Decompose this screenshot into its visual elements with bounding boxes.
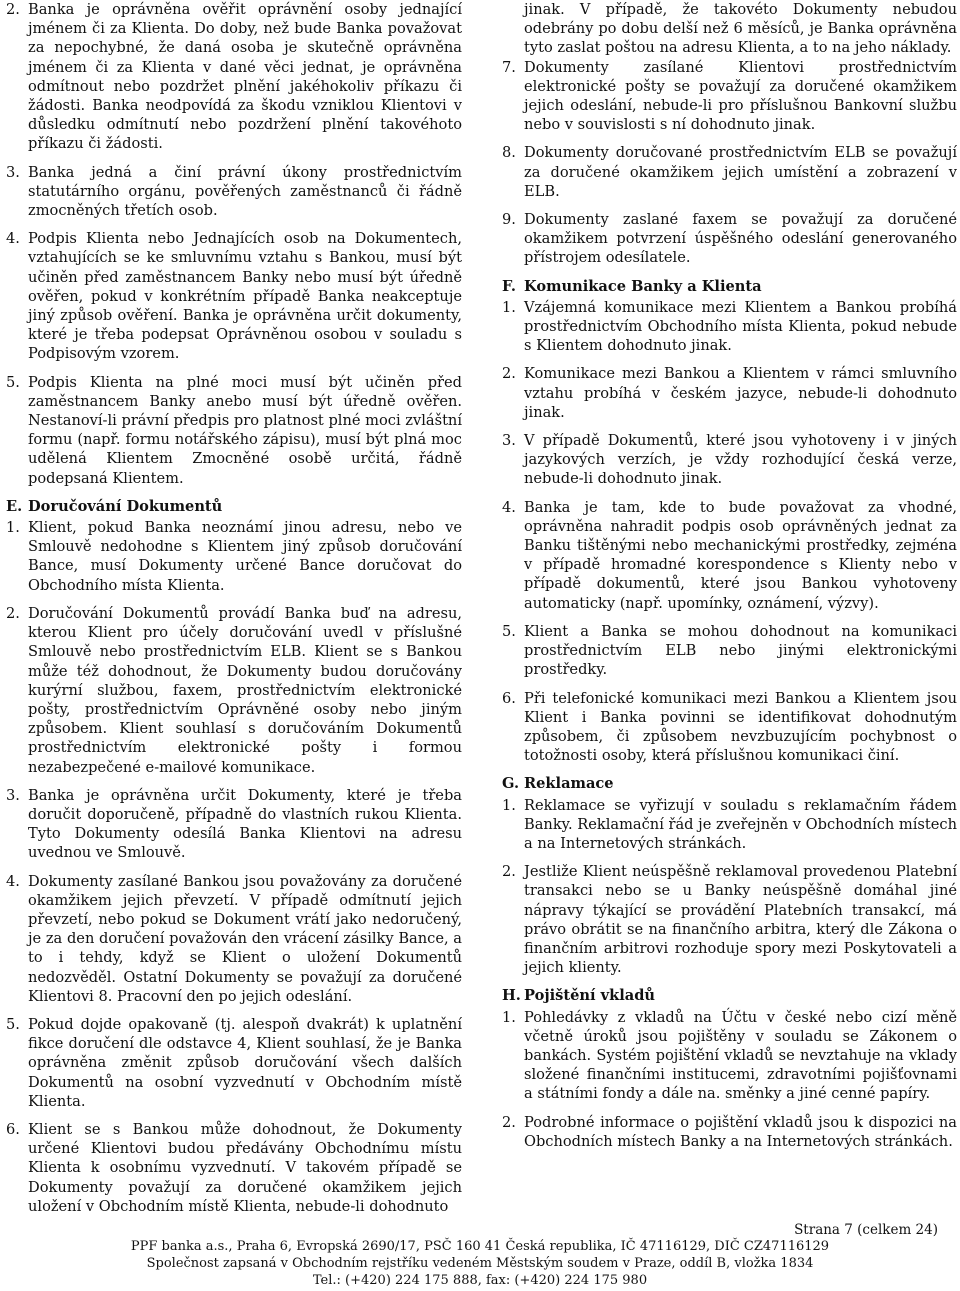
item-text: Dokumenty zaslané faxem se považují za doručené okamžikem potvrzení úspěšného odeslání generovaného přístrojem odesílatele. [524, 211, 957, 267]
list-item [502, 364, 957, 422]
item-number: 4. [502, 498, 516, 516]
section-title: Doručování Dokumentů [28, 497, 223, 515]
item-text: Klient se s Bankou může dohodnout, že Dokumenty určené Klientovi budou předávány Obchodnímu místu Klienta k osobnímu vyzvednutí. V takovém případě se Dokumenty považují za doručené okamžikem jejich uložení v Obchodním místě Klienta, nebude-li dohodnuto [28, 1120, 462, 1215]
item-number: 3. [6, 786, 20, 804]
right-column [502, 0, 957, 1160]
item-number: 5. [502, 622, 516, 640]
item-number: 2. [502, 365, 516, 383]
item-number: 1. [502, 796, 516, 814]
item-number: 2. [6, 1, 20, 18]
list-item [502, 622, 957, 680]
list-item [6, 163, 462, 221]
list-item [502, 498, 957, 613]
item-text: Podrobné informace o pojištění vkladů jsou k dispozici na Obchodních místech Banky a na Internetových stránkách. [524, 1113, 957, 1150]
item-text: Banka je oprávněna ověřit oprávnění osoby jednající jménem či za Klienta. Do doby, než bude Banka považovat za nepochybné, že daná osoba je skutečně oprávněna jménem či za Klienta v dané věci jednat, je oprávněna odmítnout nebo pozdržet plnění jakéhokoliv příkazu či žádosti. Banka neodpovídá za škodu vzniklou Klientovi v důsledku odmítnutí nebo pozdržení plnění takovéhoto příkazu či žádosti. [28, 1, 462, 153]
list-item [502, 210, 957, 268]
section-letter: F. [502, 277, 516, 295]
list-item [502, 143, 957, 201]
section-heading-h [502, 986, 957, 1005]
section-title: Komunikace Banky a Klienta [524, 277, 762, 295]
list-item [502, 58, 957, 135]
list-item [502, 1113, 957, 1151]
section-title: Pojištění vkladů [524, 987, 656, 1005]
list-item [502, 862, 957, 977]
list-item [6, 373, 462, 488]
item-text: Doručování Dokumentů provádí Banka buď na adresu, kterou Klient pro účely doručování uvedl v příslušné Smlouvě nebo prostřednictvím ELB. Klient se s Bankou může též dohodnout, že Dokumenty budou doručovány kurýrní službou, faxem, prostřednictvím elektronické pošty, prostřednictvím Oprávněné osoby nebo jiným způsobem. Klient souhlasí s doručováním Dokumentů prostřednictvím elektronické pošty i formou nezabezpečené e-mailové komunikace. [28, 604, 462, 776]
item-number: 2. [502, 863, 516, 881]
list-item [6, 786, 462, 863]
list-item [6, 872, 462, 1006]
item-text: V případě Dokumentů, které jsou vyhotoveny i v jiných jazykových verzích, je vždy rozhodující česká verze, nebude-li dohodnuto jinak. [524, 432, 957, 488]
item-number: 5. [6, 1015, 20, 1033]
section-heading-f [502, 277, 957, 296]
item-text: Podpis Klienta na plné moci musí být učiněn před zaměstnancem Banky anebo musí být úředně ověřen. Nestanoví-li právní předpis pro platnost plné moci zvláštní formu (např. formu notářského zápisu), musí být plná moc udělená Klientem Zmocněné osobě určitá, řádně podepsaná Klientem. [28, 373, 462, 487]
item-text: Klient a Banka se mohou dohodnout na komunikaci prostřednictvím ELB nebo jinými elektronickými prostředky. [524, 622, 957, 679]
list-item [6, 518, 462, 595]
item-text: Klient, pokud Banka neoznámí jinou adresu, nebo ve Smlouvě nedohodne s Klientem jiný způsob doručování Bance, musí Dokumenty určené Bance doručovat do Obchodního místa Klienta. [28, 519, 462, 594]
item-text: Reklamace se vyřizují v souladu s reklamačním řádem Banky. Reklamační řád je zveřejněn v Obchodních místech a na Internetových stránkách. [524, 796, 957, 852]
item-number: 1. [6, 519, 20, 537]
list-item [6, 1120, 462, 1216]
item-text: Při telefonické komunikaci mezi Bankou a Klientem jsou Klient i Banka povinni se identifikovat dohodnutým způsobem, či způsobem nevzbuzujícím pochybnost o totožnosti osoby, která příslušnou komunikaci činí. [524, 689, 957, 765]
list-item [502, 1008, 957, 1104]
item-number: 1. [502, 298, 516, 316]
item-number: 1. [502, 1008, 516, 1026]
section-heading-g [502, 774, 957, 793]
footer-registry-line: Společnost zapsaná v Obchodním rejstříku vedeném Městským soudem v Praze, oddíl B, vložka 1834 [146, 1256, 814, 1271]
item-number: 5. [6, 373, 20, 391]
item-number: 7. [502, 58, 516, 76]
page-number: Strana 7 (celkem 24) [794, 1222, 938, 1238]
item-text: Jestliže Klient neúspěšně reklamoval provedenou Platební transakci nebo se u Banky neúspěšně domáhal jiné nápravy týkající se provádění Platebních transakcí, má právo obrátit se na finančního arbitra, který dle Zákona o finančním arbitrovi rozhoduje spory mezi Poskytovateli a jejich klienty. [524, 863, 957, 977]
item-number: 2. [6, 604, 20, 622]
list-item [6, 229, 462, 363]
list-item [502, 796, 957, 854]
item-text: Banka je tam, kde to bude považovat za vhodné, oprávněna nahradit podpis osob oprávněných jednat za Banku tištěnými nebo mechanickými prostředky, zejména v případě hromadné korespondence s Klienty nebo v případě dokumentů, které jsou Bankou vyhotoveny automaticky (např. upomínky, oznámení, výzvy). [524, 498, 957, 612]
item-text: Banka je oprávněna určit Dokumenty, které je třeba doručit doporučeně, případně do vlastních rukou Klienta. Tyto Dokumenty odesílá Banka Klientovi na adresu uvednou ve Smlouvě. [28, 786, 462, 862]
list-item [502, 298, 957, 356]
item-text: Pohledávky z vkladů na Účtu v české nebo cizí měně včetně úroků jsou pojištěny v souladu se Zákonem o bankách. Systém pojištění vkladů se nevztahuje na vklady složené finančními institucemi, zdravotními pojišťovnami a státními fondy a dále na. směnky a jiné cenné papíry. [524, 1008, 957, 1103]
item-number: 8. [502, 144, 516, 162]
item-text: Podpis Klienta nebo Jednajících osob na Dokumentech, vztahujících se ke smluvnímu vztahu s Bankou, musí být učiněn před zaměstnancem Banky nebo musí být úředně ověřen, pokud v konkrétním případě Banka neakceptuje jiný způsob ověření. Banka je oprávněna určit dokumenty, které je třeba podepsat Oprávněnou osobou v souladu s Podpisovým vzorem. [28, 230, 462, 363]
item-number: 6. [6, 1120, 20, 1138]
list-item [502, 689, 957, 766]
item-text: Banka jedná a činí právní úkony prostřednictvím statutárního orgánu, pověřených zaměstnanců či řádně zmocněných třetích osob. [28, 163, 462, 220]
section-letter: G. [502, 775, 520, 793]
item-number: 6. [502, 689, 516, 707]
item-text: Pokud dojde opakovaně (tj. alespoň dvakrát) k uplatnění fikce doručení dle odstavce 4, Klient souhlasí, že je Banka oprávněna změnit způsob doručování všech dalších Dokumentů na osobní vyzvednutí v Obchodním místě Klienta. [28, 1015, 462, 1110]
list-item [6, 0, 462, 154]
list-item [502, 431, 957, 489]
item-text: Vzájemná komunikace mezi Klientem a Bankou probíhá prostřednictvím Obchodního místa Klienta, pokud nebude s Klientem dohodnuto jinak. [524, 298, 957, 355]
item-text: Komunikace mezi Bankou a Klientem v rámci smluvního vztahu probíhá v českém jazyce, nebude-li dohodnuto jinak. [524, 365, 957, 421]
section-letter: E. [6, 497, 23, 515]
item-number: 2. [502, 1113, 516, 1131]
item-number: 4. [6, 230, 20, 248]
item-text: Dokumenty zasílané Bankou jsou považovány za doručené okamžikem jejich převzetí. V případě odmítnutí jejich převzetí, nebo pokud se Dokument vrátí jako nedoručený, je za den doručení považován den vrácení zásilky Bance, a to i tehdy, když se Klient o uložení Dokumentů nedozvěděl. Ostatní Dokumenty se považují za doručené Klientovi 8. Pracovní den po jejich odeslání. [28, 872, 462, 1005]
item-number: 4. [6, 872, 20, 890]
list-item [6, 1015, 462, 1111]
left-column [6, 0, 462, 1225]
item-number: 9. [502, 211, 516, 229]
continued-text: jinak. V případě, že takovéto Dokumenty nebudou odebrány po dobu delší než 6 měsíců, je Banka oprávněna tyto zaslat poštou na adresu Klienta, a to na jeho náklady. [524, 1, 957, 57]
item-number: 3. [6, 163, 20, 181]
section-heading-e [6, 497, 462, 516]
footer-contact-line: Tel.: (+420) 224 175 888, fax: (+420) 224 175 980 [312, 1273, 648, 1288]
item-text: Dokumenty zasílané Klientovi prostřednictvím elektronické pošty se považují za doručené okamžikem jejich odeslání, nebude-li pro příslušnou Bankovní službu nebo v souvislosti s ní dohodnuto jinak. [524, 58, 957, 134]
list-item [6, 604, 462, 777]
item-number: 3. [502, 432, 516, 450]
item-text: Dokumenty doručované prostřednictvím ELB se považují za doručené okamžikem jejich umístění a zobrazení v ELB. [524, 144, 957, 200]
section-letter: H. [502, 987, 521, 1005]
section-title: Reklamace [524, 775, 614, 793]
footer-company-line: PPF banka a.s., Praha 6, Evropská 2690/17, PSČ 160 41 Česká republika, IČ 47116129, DIČ CZ47116129 [130, 1239, 830, 1254]
